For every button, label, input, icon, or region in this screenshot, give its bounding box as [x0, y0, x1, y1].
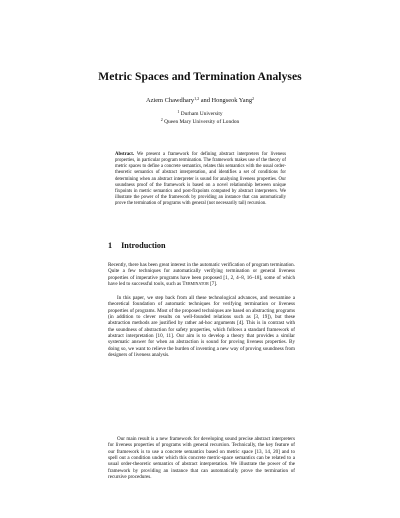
affiliation-mark: 2 — [160, 116, 163, 122]
author-affiliation-mark: 1,2 — [194, 95, 200, 101]
author-name: Hongseok Yang — [211, 97, 253, 104]
section-number: 1 — [108, 241, 113, 250]
abstract-label: Abstract. — [115, 152, 135, 157]
author-name: Aziem Chawdhary — [145, 97, 195, 104]
affiliation-name: Durham University — [180, 111, 223, 117]
author-conjunction: and — [200, 97, 210, 104]
paragraph: In this paper, we step back from all these technological advances, and reexamine a theoretical foundation of automatic techniques for verifying termination or liveness properties of programs. Most of the proposed techniques are based on abstracting programs (in addition to clever results on well-founded relations such as [3, 19]), but these abstraction methods are justified by rather ad-hoc arguments [4]. This is in contrast with the soundness of abstraction for safety properties, which follows a standard framework of abstract interpretation [10, 11]. Our aim is to develop a theory that provides a similar systematic answer for when an abstraction is sound for proving liveness properties. By doing so, we want to relieve the burden of inventing a new way of proving soundness from designers of liveness analysis. — [108, 295, 295, 359]
citation-text: [7]. — [210, 281, 218, 288]
paper-title: Metric Spaces and Termination Analyses — [98, 70, 302, 83]
paragraph — [108, 262, 295, 287]
abstract — [115, 152, 286, 207]
affiliation-line — [0, 116, 400, 125]
author-affiliation-mark: 2 — [252, 95, 255, 101]
affiliation-mark: 1 — [177, 108, 180, 114]
section-heading — [108, 241, 166, 250]
section-title: Introduction — [121, 241, 166, 250]
affiliation-line — [0, 108, 400, 117]
abstract-text: We present a framework for defining abstract interpreters for liveness properties, in particular program termination. The framework makes use of the theory of metric spaces to define a concrete semantics, relates this semantics with the usual order-theoretic semantics of abstract interpretation, and identifies a set of conditions for determining when an abstract interpreter is sound for analysing liveness properties. Our soundness proof of the framework is based on a novel relationship between unique fixpoints in metric semantics and post-fixpoints computed by abstract interpreters. We illustrate the power of the framework by providing an instance that can automatically prove the termination of programs with general (not necessarily tail) recursion. — [115, 152, 286, 207]
paragraph-text: Recently, there has been great interest in the automatic verification of program termination. Quite a few techniques for automatically verifying termination or general liveness properties of imperative programs have been proposed [1, 2, 4–8, 16–18], some of which have led to successful tools, such as — [108, 262, 295, 288]
affiliation-name: Queen Mary University of London — [164, 119, 240, 125]
author-line — [0, 97, 400, 104]
tool-name: Terminator — [182, 281, 209, 288]
paragraph: Our main result is a new framework for developing sound precise abstract interpreters for liveness properties of programs with general recursion. Technically, the key feature of our framework is to use a concrete semantics based on metric space [13, 14, 20] and to spell out a condition under which this concrete metric-space semantics can be related to a usual order-theoretic semantics of abstract interpretation. We illustrate the power of the framework by providing an instance that can automatically prove the termination of recursive procedures. — [108, 436, 295, 481]
